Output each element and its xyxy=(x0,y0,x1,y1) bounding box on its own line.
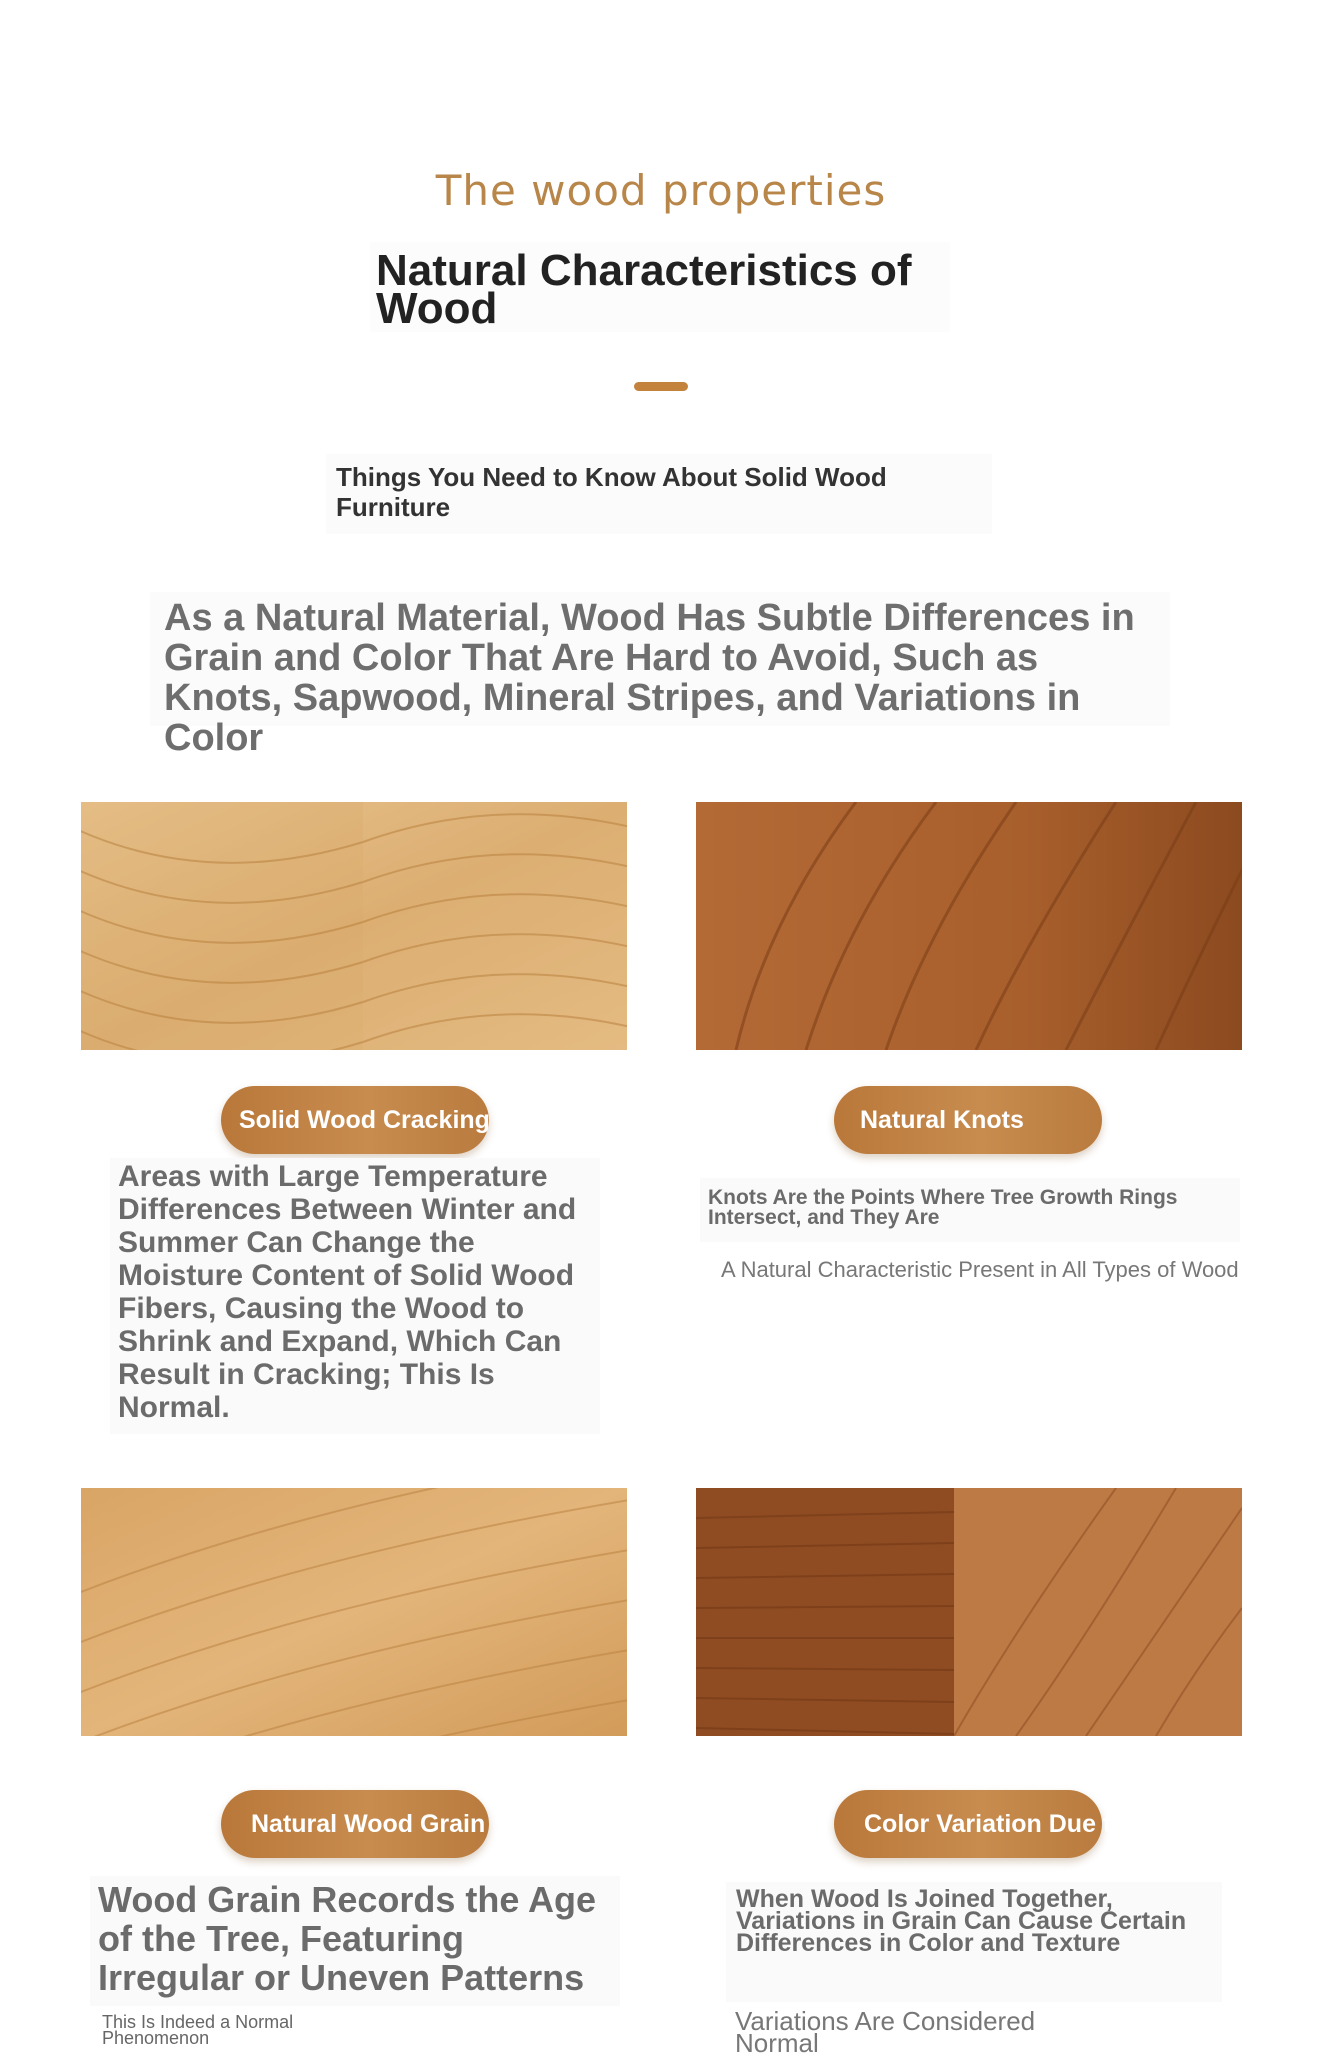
knots-description: Knots Are the Points Where Tree Growth Rings Intersect, and They Are xyxy=(700,1178,1240,1242)
wood-photo-cracking xyxy=(81,802,627,1050)
badge-color-variation-label: Color Variation Due to Splicing xyxy=(864,1810,1231,1838)
grain-description: Wood Grain Records the Age of the Tree, Featuring Irregular or Uneven Patterns xyxy=(90,1876,620,2006)
splicing-note: Variations Are Considered Normal xyxy=(735,2006,1036,2058)
page-subtitle: Things You Need to Know About Solid Wood Furniture xyxy=(326,454,992,534)
badge-color-variation xyxy=(834,1790,1231,1858)
badge-natural-wood-grain: Natural Wood Grain xyxy=(221,1790,489,1858)
intro-paragraph: As a Natural Material, Wood Has Subtle Differences in Grain and Color That Are Hard to Avoid, Such as Knots, Sapwood, Mineral Stripes, and Variations in Color xyxy=(150,592,1170,726)
grain-note: This Is Indeed a Normal Phenomenon xyxy=(102,2012,294,2048)
cracking-description: Areas with Large Temperature Differences Between Winter and Summer Can Change the Moisture Content of Solid Wood Fibers, Causing the Wood to Shrink and Expand, Which Can Result in Cracking; This Is Normal. xyxy=(110,1158,600,1434)
badge-natural-knots: Natural Knots xyxy=(834,1086,1102,1154)
page-title: Natural Characteristics of Wood xyxy=(370,242,950,332)
splicing-description: When Wood Is Joined Together, Variations in Grain Can Cause Certain Differences in Color and Texture xyxy=(726,1882,1222,2002)
knots-note: A Natural Characteristic Present in All Types of Wood xyxy=(721,1257,1239,1282)
wood-photo-grain xyxy=(81,1488,627,1736)
wood-photo-splicing xyxy=(696,1488,1242,1736)
wood-photo-knots xyxy=(696,802,1242,1050)
badge-solid-wood-cracking: Solid Wood Cracking xyxy=(221,1086,489,1154)
section-kicker: The wood properties xyxy=(435,166,887,215)
title-divider xyxy=(634,382,688,391)
